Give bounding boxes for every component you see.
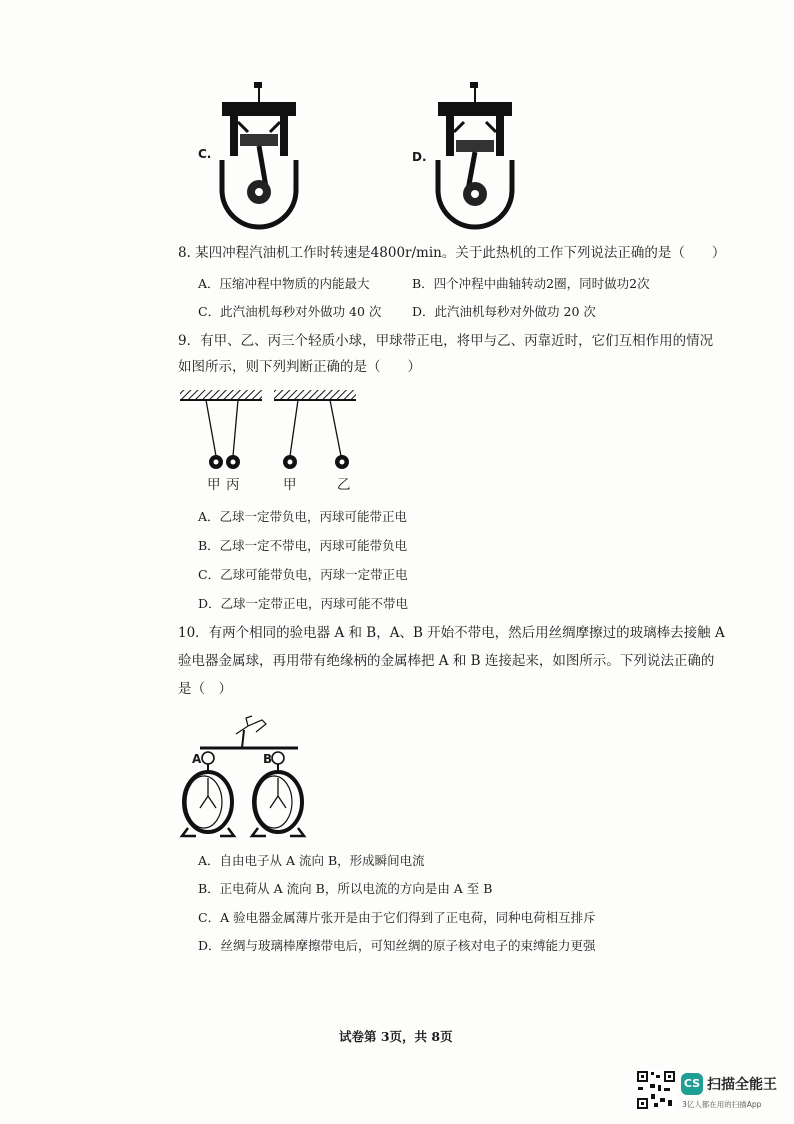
engine-diagram-c — [214, 82, 304, 232]
question-10-option-d: D．丝绸与玻璃棒摩擦带电后，可知丝绸的原子核对电子的束缚能力更强 — [198, 938, 596, 953]
qr-code-icon — [636, 1070, 676, 1110]
hanging-balls-diagram — [178, 388, 378, 478]
question-10-option-c: C．A 验电器金属薄片张开是由于它们得到了正电荷，同种电荷相互排斥 — [198, 910, 596, 925]
question-10-option-b: B．正电荷从 A 流向 B，所以电流的方向是由 A 至 B — [198, 881, 493, 896]
ball-label-bing: 丙 — [226, 477, 240, 493]
question-10-stem-line-3: 是（ ） — [178, 681, 232, 697]
option-label-c: C. — [198, 147, 212, 161]
ball-label-yi: 乙 — [337, 477, 351, 493]
electroscope-label-a: A — [192, 752, 202, 766]
question-10-stem-line-1: 10．有两个相同的验电器 A 和 B，A、B 开始不带电，然后用丝绸摩擦过的玻璃棒去接触 A — [178, 625, 725, 641]
question-9-option-a: A．乙球一定带负电，丙球可能带正电 — [198, 509, 408, 524]
question-8-stem: 8. 某四冲程汽油机工作时转速是4800r/min。关于此热机的工作下列说法正确的是（ ） — [178, 245, 726, 261]
scanner-badge: CS — [681, 1073, 703, 1095]
question-8-option-a: A．压缩冲程中物质的内能最大 — [198, 276, 370, 291]
question-10-option-a: A．自由电子从 A 流向 B，形成瞬间电流 — [198, 853, 425, 868]
scanner-brand-name: 扫描全能王 — [707, 1077, 777, 1093]
electroscope-label-b: B — [263, 752, 273, 766]
question-9-stem-line-2: 如图所示，则下列判断正确的是（ ） — [178, 359, 421, 375]
scanner-tagline: 3亿人都在用的扫描App — [682, 1100, 762, 1109]
page-footer: 试卷第 3页，共 8页 — [339, 1029, 453, 1044]
engine-diagram-d — [430, 82, 520, 232]
question-8-option-c: C．此汽油机每秒对外做功 40 次 — [198, 304, 382, 319]
question-8-option-d: D．此汽油机每秒对外做功 20 次 — [412, 304, 596, 319]
question-9-stem-line-1: 9．有甲、乙、丙三个轻质小球，甲球带正电，将甲与乙、丙靠近时，它们互相作用的情况 — [178, 333, 714, 349]
question-10-stem-line-2: 验电器金属球，再用带有绝缘柄的金属棒把 A 和 B 连接起来，如图所示。下列说法正确的 — [178, 653, 715, 669]
question-9-option-b: B．乙球一定不带电，丙球可能带负电 — [198, 538, 408, 553]
ball-label-jia-2: 甲 — [283, 477, 297, 493]
question-8-option-b: B．四个冲程中曲轴转动2圈，同时做功2次 — [412, 276, 650, 291]
option-label-d: D. — [412, 150, 427, 164]
ball-label-jia-1: 甲 — [207, 477, 221, 493]
electroscope-diagram — [178, 712, 328, 837]
question-9-option-c: C．乙球可能带负电，丙球一定带正电 — [198, 567, 408, 582]
question-9-option-d: D．乙球一定带正电，丙球可能不带电 — [198, 596, 409, 611]
